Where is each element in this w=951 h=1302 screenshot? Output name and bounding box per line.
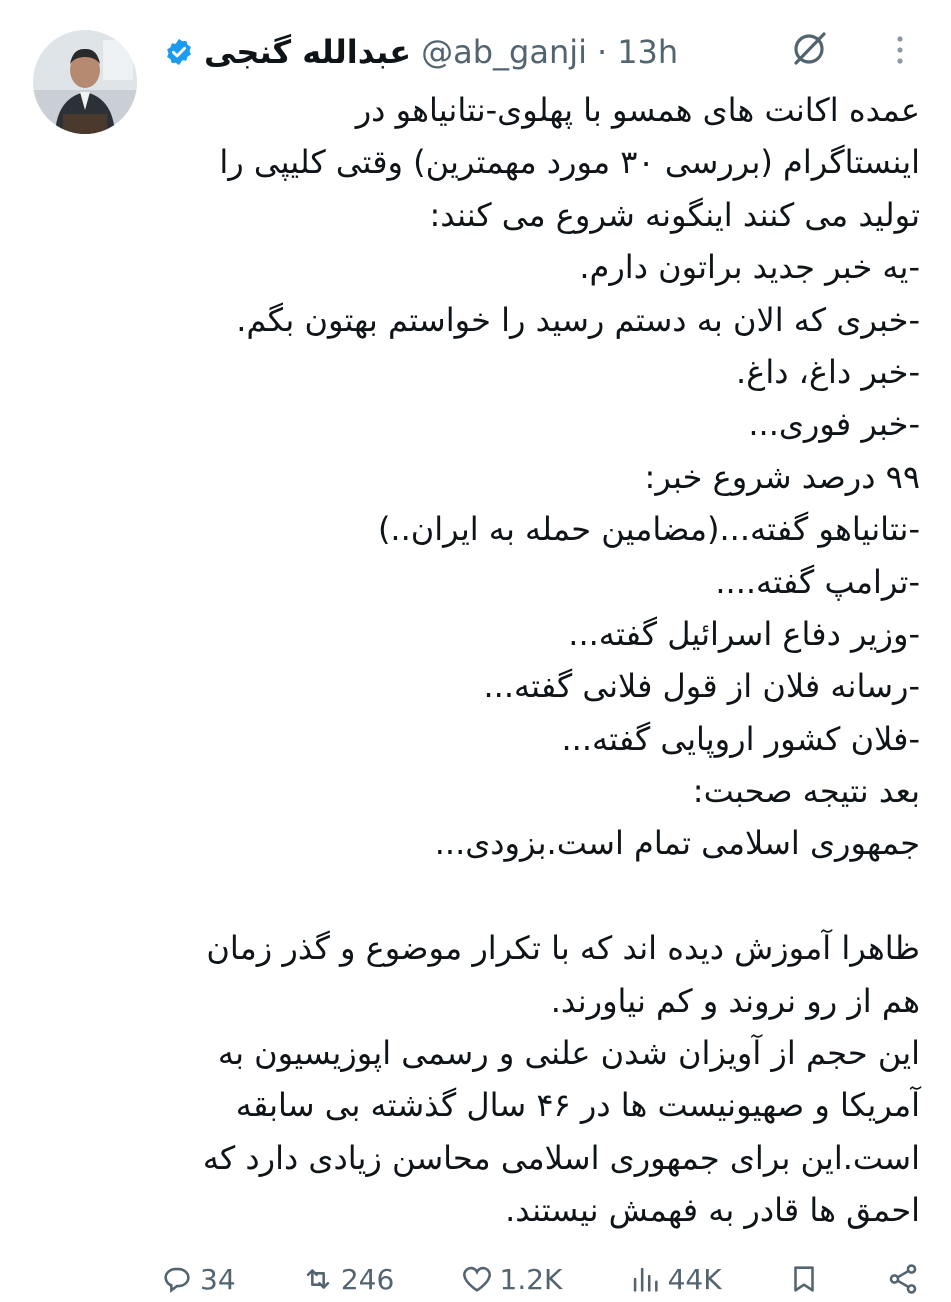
- tweet-text-line: عمده اکانت های همسو با پهلوی-نتانیاهو در: [355, 91, 920, 129]
- tweet-text-line: احمق ها قادر به فهمش نیستند.: [505, 1191, 920, 1230]
- heart-icon: [460, 1262, 494, 1296]
- bookmark-button[interactable]: [787, 1262, 821, 1296]
- reply-icon: [160, 1262, 194, 1296]
- views-button[interactable]: [628, 1262, 722, 1296]
- repost-button[interactable]: [301, 1262, 394, 1296]
- share-button[interactable]: [886, 1262, 920, 1296]
- tweet-text-line: است.این برای جمهوری اسلامی محاسن زیادی دارد که: [202, 1138, 920, 1177]
- tweet-text-line: -رسانه فلان از قول فلانی گفته...: [483, 667, 920, 706]
- repost-count: 246: [340, 1262, 395, 1296]
- tweet-text-line: -خبری که الان به دستم رسید را خواستم بهتون بگم.: [236, 300, 920, 339]
- tweet-time[interactable]: 13h: [617, 33, 679, 71]
- reply-count: 34: [200, 1262, 236, 1296]
- bookmark-icon: [787, 1262, 821, 1296]
- tweet-text-line: جمهوری اسلامی تمام است.بزودی...: [434, 824, 920, 863]
- tweet-text-line: -خبر فوری...: [748, 405, 920, 444]
- tweet-text: [150, 84, 920, 1237]
- views-chart-icon: [628, 1262, 662, 1296]
- tweet-text-line: این حجم از آویزان شدن علنی و رسمی اپوزیسیون به: [217, 1034, 920, 1073]
- tweet-text-line: -خبر داغ، داغ.: [736, 352, 920, 391]
- more-vertical-icon[interactable]: [885, 30, 915, 70]
- tweet-text-line: -نتانیاهو گفته...(مضامین حمله به ایران..): [377, 510, 920, 549]
- tweet-actions-bar: [160, 1262, 920, 1302]
- tweet-text-line: ظاهرا آموزش دیده اند که با تکرار موضوع و گذر زمان: [206, 929, 920, 968]
- avatar-image: [33, 30, 137, 134]
- tweet-text-line: -وزیر دفاع اسرائیل گفته...: [568, 614, 920, 653]
- tweet-text-line: اینستاگرام (بررسی ۳۰ مورد مهمترین) وقتی کلیپی را: [219, 143, 920, 182]
- tweet-text-line: ۹۹ درصد شروع خبر:: [644, 457, 920, 496]
- paragraph-break: [150, 870, 920, 922]
- views-count: 44K: [667, 1262, 722, 1296]
- display-name[interactable]: عبدالله گنجی: [204, 33, 412, 71]
- user-handle[interactable]: @ab_ganji: [421, 33, 588, 71]
- tweet-text-line: -فلان کشور اروپایی گفته...: [561, 719, 920, 758]
- tweet-text-line: تولید می کنند اینگونه شروع می کنند:: [429, 195, 920, 234]
- tweet-text-line: بعد نتیجه صحبت:: [692, 772, 920, 811]
- separator-dot: ·: [597, 33, 608, 71]
- tweet-text-line: -ترامپ گفته....: [715, 562, 920, 601]
- like-count: 1.2K: [499, 1262, 563, 1296]
- avatar[interactable]: [33, 30, 137, 134]
- tweet-text-line: -یه خبر جدید براتون دارم.: [579, 248, 920, 287]
- grok-icon[interactable]: [790, 28, 830, 68]
- tweet-text-line: هم از رو نروند و کم نیاورند.: [550, 981, 920, 1020]
- repost-icon: [301, 1262, 335, 1296]
- like-button[interactable]: [460, 1262, 563, 1296]
- tweet-text-line: آمریکا و صهیونیست ها در ۴۶ سال گذشته بی سابقه: [235, 1086, 920, 1125]
- reply-button[interactable]: [160, 1262, 236, 1296]
- tweet-header: [164, 22, 678, 82]
- share-icon: [886, 1262, 920, 1296]
- verified-badge-icon: [164, 37, 194, 67]
